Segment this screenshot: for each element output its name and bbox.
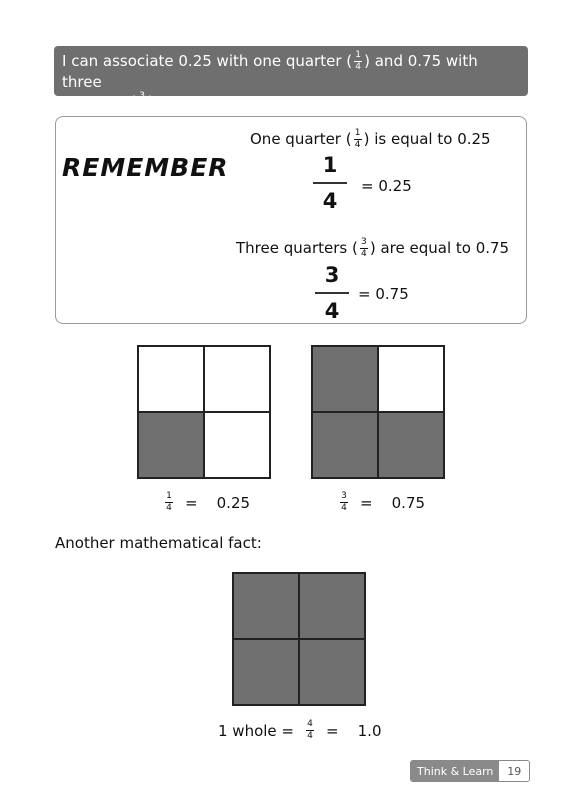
grid-cell: [233, 639, 299, 705]
objective-banner: [54, 46, 528, 113]
fraction-numerator: 1: [354, 128, 361, 138]
whole-label: 1 whole =: [218, 721, 294, 740]
grid-cell: [138, 412, 204, 478]
statement-three-quarters: [236, 238, 509, 259]
banner-fraction-one-quarter: [354, 51, 362, 72]
fraction-denominator: 4: [355, 62, 361, 72]
fraction-denominator: 4: [360, 249, 367, 259]
big-fraction-three-quarters: [315, 263, 349, 323]
grid-cell: [204, 346, 270, 412]
grid-three-quarters-shaded: [311, 345, 445, 479]
page-footer: [410, 760, 530, 782]
grid-cell: [299, 639, 365, 705]
fraction-denominator: 4: [322, 188, 338, 213]
equation-0-25: = 0.25: [361, 177, 412, 195]
statement-text: ) is equal to 0.25: [363, 130, 491, 148]
grid-cell: [312, 412, 378, 478]
caption-one-quarter: [163, 492, 250, 513]
inline-fraction: [360, 238, 368, 259]
caption-equation: = 0.75: [360, 493, 426, 512]
remember-heading: REMEMBER: [62, 153, 229, 182]
fraction-numerator: 3: [341, 491, 347, 501]
remember-box: [55, 116, 527, 324]
footer-brand: Think & Learn: [411, 761, 499, 781]
grid-cell: [233, 573, 299, 639]
fraction-numerator: 3: [139, 91, 145, 101]
another-fact-text: Another mathematical fact:: [55, 534, 262, 552]
fraction-denominator: 4: [139, 103, 145, 113]
grid-cell: [312, 346, 378, 412]
fraction-denominator: 4: [341, 503, 347, 513]
fraction-numerator: 3: [324, 263, 340, 287]
fraction-numerator: 1: [355, 50, 361, 60]
grid-whole-shaded: [232, 572, 366, 706]
caption-fraction: [340, 492, 348, 513]
grid-one-quarter-shaded: [137, 345, 271, 479]
banner-text-d: ): [148, 93, 154, 111]
grid-cell: [378, 412, 444, 478]
banner-text-b: ) and 0.75 with three: [62, 52, 478, 91]
caption-three-quarters: [338, 492, 425, 513]
banner-text-c: quarters (: [62, 93, 137, 111]
fraction-denominator: 4: [354, 140, 361, 150]
statement-one-quarter: [250, 129, 491, 150]
statement-text: One quarter (: [250, 130, 352, 148]
fraction-denominator: 4: [166, 503, 172, 513]
grid-cell: [138, 346, 204, 412]
grid-cell: [378, 346, 444, 412]
statement-text: Three quarters (: [236, 239, 358, 257]
banner-text-a: I can associate 0.25 with one quarter (: [62, 52, 353, 70]
caption-fraction: [165, 492, 173, 513]
whole-equation: = 1.0: [326, 721, 382, 740]
page-number: 19: [499, 761, 529, 781]
banner-fraction-three-quarters: [138, 92, 146, 113]
fraction-denominator: 4: [307, 731, 313, 741]
whole-fraction: [306, 720, 314, 741]
inline-fraction: [354, 129, 362, 150]
statement-text: ) are equal to 0.75: [369, 239, 510, 257]
equation-0-75: = 0.75: [358, 285, 409, 303]
fraction-numerator: 1: [166, 491, 172, 501]
fraction-numerator: 1: [322, 153, 338, 177]
big-fraction-one-quarter: [313, 153, 347, 213]
fraction-numerator: 3: [360, 237, 367, 247]
grid-cell: [204, 412, 270, 478]
caption-equation: = 0.25: [185, 493, 251, 512]
fraction-numerator: 4: [307, 719, 313, 729]
caption-one-whole: [218, 720, 382, 741]
grid-cell: [299, 573, 365, 639]
fraction-denominator: 4: [324, 298, 340, 323]
